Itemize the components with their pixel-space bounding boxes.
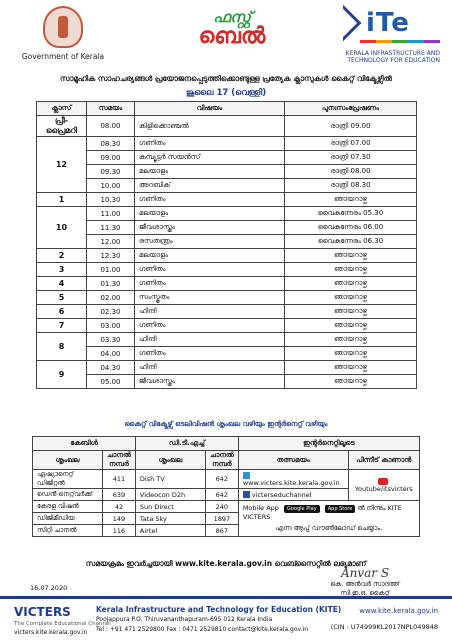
rerun-cell: രാത്രി 08.00 — [285, 165, 417, 179]
subject-cell: ഗണിതം — [135, 193, 285, 207]
rerun-cell: ഞായറാഴ്ച — [285, 193, 417, 207]
rerun-cell: ഞായറാഴ്ച — [285, 333, 417, 347]
table-row — [37, 291, 417, 305]
class-cell: 1 — [37, 193, 87, 207]
logo-line1: ഫസ്റ്റ് — [213, 8, 251, 26]
org-name: Kerala Infrastructure and Technology for Education (KITE) — [96, 605, 342, 614]
table-row — [37, 305, 417, 319]
table-row — [37, 165, 417, 179]
table-row — [37, 151, 417, 165]
rerun-cell: ഞായറാഴ്ച — [285, 375, 417, 389]
table-row — [37, 319, 417, 333]
subject-cell: രസതന്ത്രം — [135, 235, 285, 249]
dth-name: Sun Direct — [135, 501, 205, 513]
subject-cell: ഗണിതം — [135, 277, 285, 291]
kite-icon — [325, 5, 362, 42]
subject-cell: ഗണിതം — [135, 263, 285, 277]
logo-line2: ബെൽ — [198, 24, 266, 49]
class-cell: 5 — [37, 291, 87, 305]
subject-cell: ഗണിതം — [135, 319, 285, 333]
web-cell — [238, 470, 348, 489]
subject-cell: ഹിന്ദി — [135, 305, 285, 319]
time-cell: 04.30 — [87, 361, 135, 375]
rerun-cell: രാത്രി 07.00 — [285, 137, 417, 151]
date-heading: ജൂലൈ 17 (വെള്ളി) — [185, 88, 267, 98]
page-title: സാമൂഹിക സാഹചര്യങ്ങൾ പ്രയോജനപ്പെടുത്തിക്കൊണ്ടുള്ള പ്രത്യേക ക്ലാസുകൾ കൈറ്റ് വിക്ടേഴ്സിൽ — [60, 74, 392, 83]
col-rerun: പുനഃസംപ്രേഷണം — [285, 102, 417, 116]
rerun-cell: ഞായറാഴ്ച — [285, 277, 417, 291]
app-cell — [238, 501, 419, 537]
table-row — [37, 137, 417, 151]
time-cell: 08.30 — [87, 137, 135, 151]
kite-mark-text: iTe — [366, 8, 410, 38]
time-cell: 03.00 — [87, 319, 135, 333]
rerun-cell: വൈകുന്നേരം 06.00 — [285, 221, 417, 235]
class-cell: 7 — [37, 319, 87, 333]
col-class: ക്ലാസ് — [37, 102, 87, 116]
time-cell: 02.00 — [87, 291, 135, 305]
victers-logo: VICTERS — [14, 605, 71, 619]
table-row — [37, 333, 417, 347]
gov-label: Government of Kerala — [21, 52, 105, 61]
class-cell: 6 — [37, 305, 87, 319]
youtube-icon — [378, 478, 388, 485]
table-row — [37, 263, 417, 277]
subject-cell: അറബിക് — [135, 179, 285, 193]
org-address: Poojappura P.O. Thiruvananthapuram-695 012 Kerala India — [96, 616, 273, 623]
dth-name: Dish TV — [135, 470, 205, 489]
signature-scribble: Anvar S — [340, 566, 390, 580]
cable-no: 639 — [103, 489, 136, 501]
subject-cell: ജീവശാസ്ത്രം — [135, 375, 285, 389]
org-cin: (CIN : U74999KL2017NPL049848 — [330, 623, 438, 631]
cable-name: കേരള വിഷൻ — [33, 501, 103, 513]
rerun-cell: രാത്രി 08.30 — [285, 179, 417, 193]
table-row — [37, 193, 417, 207]
h-cable-network: ശൃംഖല — [33, 451, 103, 470]
rerun-cell: ഞായറാഴ്ച — [285, 249, 417, 263]
time-cell: 11.00 — [87, 207, 135, 221]
broadcast-note: കൈറ്റ് വിക്ടേഴ്സ് ടെലിവിഷൻ ശൃംഖല വഴിയും ഇന്റർനെറ്റ് വഴിയും — [124, 420, 328, 428]
time-cell: 11.30 — [87, 221, 135, 235]
app-note: എന്ന ആപ്പ് ഡൗൺലോഡ് ചെയ്യാം. — [275, 524, 383, 532]
dth-no: 240 — [205, 501, 238, 513]
signature-block — [300, 566, 430, 598]
h-live: തത്സമയം — [238, 451, 348, 470]
kite-logo — [320, 8, 440, 64]
kite-label: KERALA INFRASTRUCTURE AND TECHNOLOGY FOR EDUCATION — [345, 50, 440, 64]
subject-cell: കമ്പ്യൂട്ടർ സയൻസ് — [135, 151, 285, 165]
app-store-badge[interactable]: App Store — [325, 505, 356, 513]
first-bell-logo — [192, 8, 272, 63]
subject-cell: ഗണിതം — [135, 347, 285, 361]
org-url[interactable]: www.kite.kerala.gov.in — [359, 607, 438, 615]
subject-cell: സംസ്കൃതം — [135, 291, 285, 305]
youtube-link[interactable]: Youtube/itsvicters — [354, 485, 413, 493]
rerun-cell: വൈകുന്നേരം 05.30 — [285, 207, 417, 221]
subject-cell: മലയാളം — [135, 207, 285, 221]
cable-no: 149 — [103, 513, 136, 525]
dth-no: 642 — [205, 470, 238, 489]
rerun-cell: ഞായറാഴ്ച — [285, 347, 417, 361]
col-subject: വിഷയം — [135, 102, 285, 116]
signer-role: സി.ഇ.ഒ, കൈറ്റ് — [340, 589, 390, 597]
table-row — [37, 207, 417, 221]
rerun-cell: രാത്രി 09.00 — [285, 116, 417, 137]
channel-table — [32, 436, 420, 537]
globe-icon — [243, 472, 250, 479]
time-cell: 10.00 — [87, 179, 135, 193]
dth-name: Videocon D2h — [135, 489, 205, 501]
dth-no: 642 — [205, 489, 238, 501]
header — [12, 6, 440, 72]
time-cell: 09.00 — [87, 151, 135, 165]
time-cell: 02.30 — [87, 305, 135, 319]
table-row — [37, 221, 417, 235]
time-cell: 05.00 — [87, 375, 135, 389]
h-cable-no: ചാനൽ നമ്പർ — [103, 451, 136, 470]
cable-name: ഡെൻ നെറ്റ്‌വർക്ക് — [33, 489, 103, 501]
cable-name: സിറ്റി ചാനൽ — [33, 525, 103, 537]
fb-link[interactable]: victerseduchannel — [251, 490, 312, 499]
rerun-cell: വൈകുന്നേരം 06.30 — [285, 235, 417, 249]
rerun-cell: ഞായറാഴ്ച — [285, 305, 417, 319]
cable-name: ഡിജിമീഡിയ — [33, 513, 103, 525]
group-internet: ഇന്റർനെറ്റിലൂടെ — [238, 437, 419, 451]
facebook-icon — [243, 491, 250, 498]
table-row — [37, 277, 417, 291]
table-row — [37, 235, 417, 249]
h-dth-no: ചാനൽ നമ്പർ — [205, 451, 238, 470]
victers-url[interactable]: victers.kite.kerala.gov.in — [14, 629, 88, 636]
cable-no: 116 — [103, 525, 136, 537]
group-cable: കേബിൾ — [33, 437, 136, 451]
signer-name: കെ. അൻവർ സാദത്ത് — [330, 580, 400, 588]
app-label: Mobile App — [242, 504, 279, 512]
dth-no: 867 — [205, 525, 238, 537]
color-bar — [360, 40, 440, 43]
fb-cell — [238, 489, 348, 501]
cable-no: 411 — [103, 470, 136, 489]
dth-no: 1897 — [205, 513, 238, 525]
class-cell: 3 — [37, 263, 87, 277]
subject-cell: കിളിക്കൊഞ്ചൽ — [135, 116, 285, 137]
table-row — [37, 249, 417, 263]
time-cell: 09.30 — [87, 165, 135, 179]
rerun-cell: ഞായറാഴ്ച — [285, 319, 417, 333]
subject-cell: ഹിന്ദി — [135, 333, 285, 347]
time-cell: 12.00 — [87, 235, 135, 249]
dth-name: Airtel — [135, 525, 205, 537]
rerun-cell: ഞായറാഴ്ച — [285, 361, 417, 375]
website-note: സമയക്രമം ഇവർച്ചയായി www.kite.kerala.gov.in വെബ്സൈറ്റിൽ ലഭ്യമാണ് — [85, 559, 367, 568]
gov-logo — [18, 6, 108, 61]
schedule-table — [36, 101, 417, 389]
rerun-cell: രാത്രി 07.30 — [285, 151, 417, 165]
col-time: സമയം — [87, 102, 135, 116]
cable-name: ഏഷ്യാനെറ്റ് ഡിജിറ്റൽ — [33, 470, 103, 489]
app-name: ൽ നിന്നും KITE VICTERS — [242, 504, 402, 521]
time-cell: 08.00 — [87, 116, 135, 137]
time-cell: 01.30 — [87, 277, 135, 291]
time-cell: 10.30 — [87, 193, 135, 207]
class-cell: 2 — [37, 249, 87, 263]
subject-cell: ഗണിതം — [135, 137, 285, 151]
subject-cell: മലയാളം — [135, 165, 285, 179]
table-row — [37, 116, 417, 137]
class-cell: 8 — [37, 333, 87, 361]
kite-mark — [330, 8, 440, 42]
org-contact: Tel : +91 471 2529800 Fax : 0471 2529810 contact@kite.kerala.gov.in — [96, 626, 309, 633]
document-date: 16.07.2020 — [30, 584, 68, 592]
footer — [0, 596, 452, 640]
dth-name: Tata Sky — [135, 513, 205, 525]
class-cell: 9 — [37, 361, 87, 389]
h-dth-network: ശൃംഖല — [135, 451, 205, 470]
group-dth: ഡി.ടി.എച്ച് — [135, 437, 238, 451]
class-cell: 12 — [37, 137, 87, 193]
subject-cell: ജീവശാസ്ത്രം — [135, 221, 285, 235]
youtube-cell — [348, 470, 419, 501]
table-row — [37, 347, 417, 361]
emblem-icon — [43, 6, 83, 48]
table-row — [37, 375, 417, 389]
class-cell: 10 — [37, 207, 87, 249]
web-link[interactable]: www.victers.kite.kerala.gov.in — [242, 479, 340, 487]
time-cell: 12.30 — [87, 249, 135, 263]
victers-tagline: The Complete Educational Channel — [14, 621, 111, 627]
time-cell: 01.00 — [87, 263, 135, 277]
class-cell: പ്രീ-പ്രൈമറി — [37, 116, 87, 137]
cable-no: 42 — [103, 501, 136, 513]
rerun-cell: ഞായറാഴ്ച — [285, 291, 417, 305]
table-row — [37, 179, 417, 193]
class-cell: 4 — [37, 277, 87, 291]
table-row — [37, 361, 417, 375]
time-cell: 03.30 — [87, 333, 135, 347]
time-cell: 04.00 — [87, 347, 135, 361]
rerun-cell: ഞായറാഴ്ച — [285, 263, 417, 277]
subject-cell: ഹിന്ദി — [135, 361, 285, 375]
google-play-badge[interactable]: Google Play — [284, 505, 320, 513]
subject-cell: മലയാളം — [135, 249, 285, 263]
h-later: പിന്നീട് കാണാൻ — [348, 451, 419, 470]
